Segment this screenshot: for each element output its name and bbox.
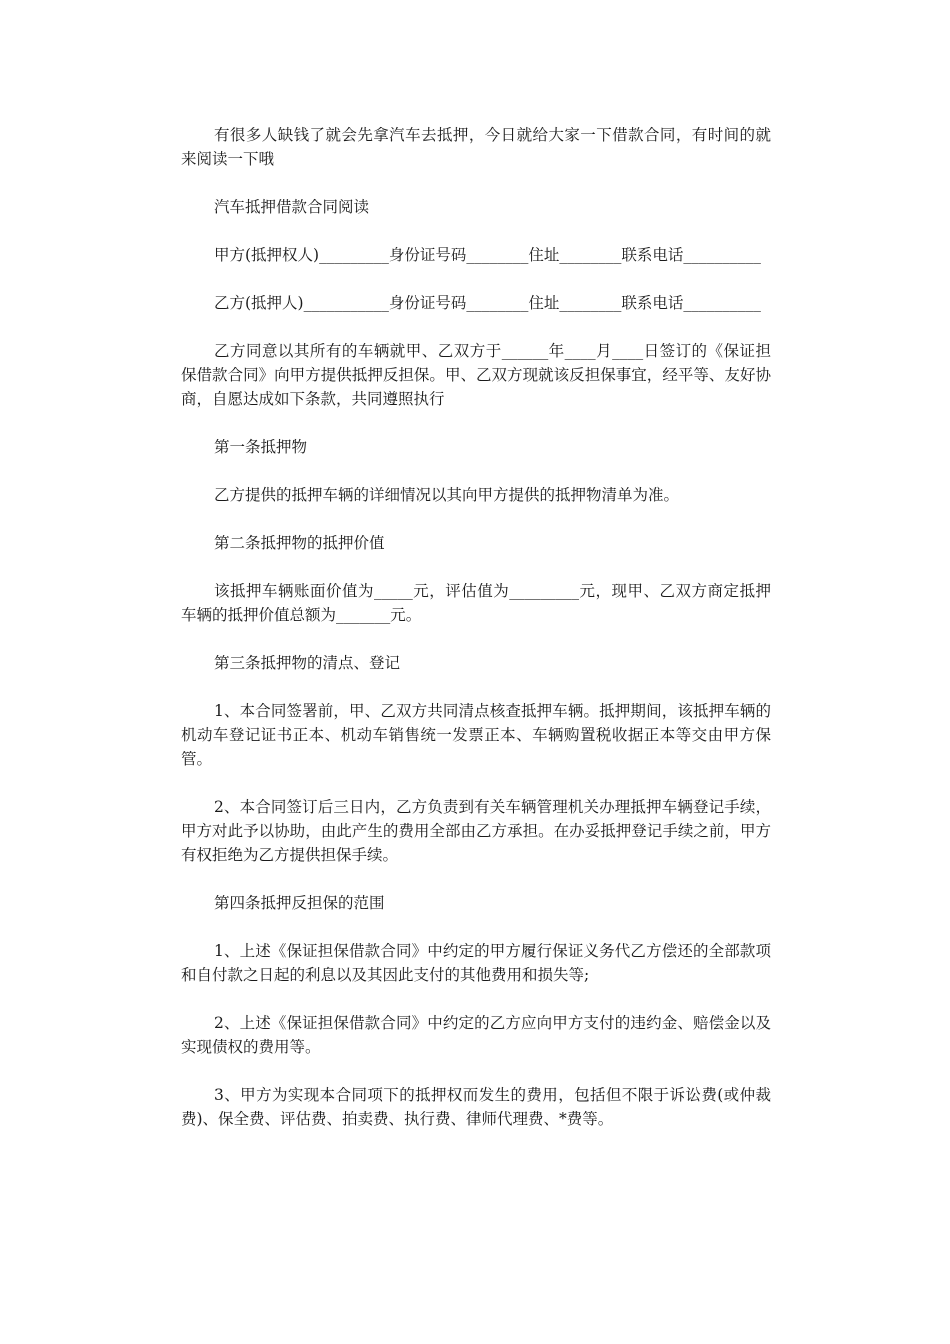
article-4-clause-2: 2、上述《保证担保借款合同》中约定的乙方应向甲方支付的违约金、赔偿金以及实现债权的费用等。 — [181, 1014, 771, 1056]
intro-paragraph: 有很多人缺钱了就会先拿汽车去抵押，今日就给大家一下借款合同，有时间的就来阅读一下哦 — [181, 126, 771, 168]
article-3-heading: 第三条抵押物的清点、登记 — [214, 654, 401, 672]
article-1-heading: 第一条抵押物 — [214, 438, 308, 456]
contract-title: 汽车抵押借款合同阅读 — [214, 198, 370, 216]
article-2-heading: 第二条抵押物的抵押价值 — [214, 534, 385, 552]
article-4-clause-1: 1、上述《保证担保借款合同》中约定的甲方履行保证义务代乙方偿还的全部款项和自付款之日起的利息以及其因此支付的其他费用和损失等; — [181, 942, 771, 984]
party-a-line: 甲方(抵押权人)_________身份证号码________住址________联系电话__________ — [214, 246, 761, 264]
article-2-text: 该抵押车辆账面价值为_____元，评估值为_________元，现甲、乙双方商定抵押车辆的抵押价值总额为_______元。 — [181, 582, 771, 624]
article-4-clause-3: 3、甲方为实现本合同项下的抵押权而发生的费用，包括但不限于诉讼费(或仲裁费)、保全费、评估费、拍卖费、执行费、律师代理费、*费等。 — [181, 1086, 771, 1128]
preamble-paragraph: 乙方同意以其所有的车辆就甲、乙双方于______年____月____日签订的《保证担保借款合同》向甲方提供抵押反担保。甲、乙双方现就该反担保事宜，经平等、友好协商，自愿达成如下条款，共同遵照执行 — [181, 342, 771, 408]
article-3-clause-1: 1、本合同签署前，甲、乙双方共同清点核查抵押车辆。抵押期间，该抵押车辆的机动车登记证书正本、机动车销售统一发票正本、车辆购置税收据正本等交由甲方保管。 — [181, 702, 771, 768]
article-1-text: 乙方提供的抵押车辆的详细情况以其向甲方提供的抵押物清单为准。 — [214, 486, 680, 504]
article-4-heading: 第四条抵押反担保的范围 — [214, 894, 385, 912]
document-body — [181, 123, 771, 1155]
article-3-clause-2: 2、本合同签订后三日内，乙方负责到有关车辆管理机关办理抵押车辆登记手续，甲方对此予以协助，由此产生的费用全部由乙方承担。在办妥抵押登记手续之前，甲方有权拒绝为乙方提供担保手续。 — [181, 798, 771, 864]
party-b-line: 乙方(抵押人)___________身份证号码________住址________联系电话__________ — [214, 294, 761, 312]
